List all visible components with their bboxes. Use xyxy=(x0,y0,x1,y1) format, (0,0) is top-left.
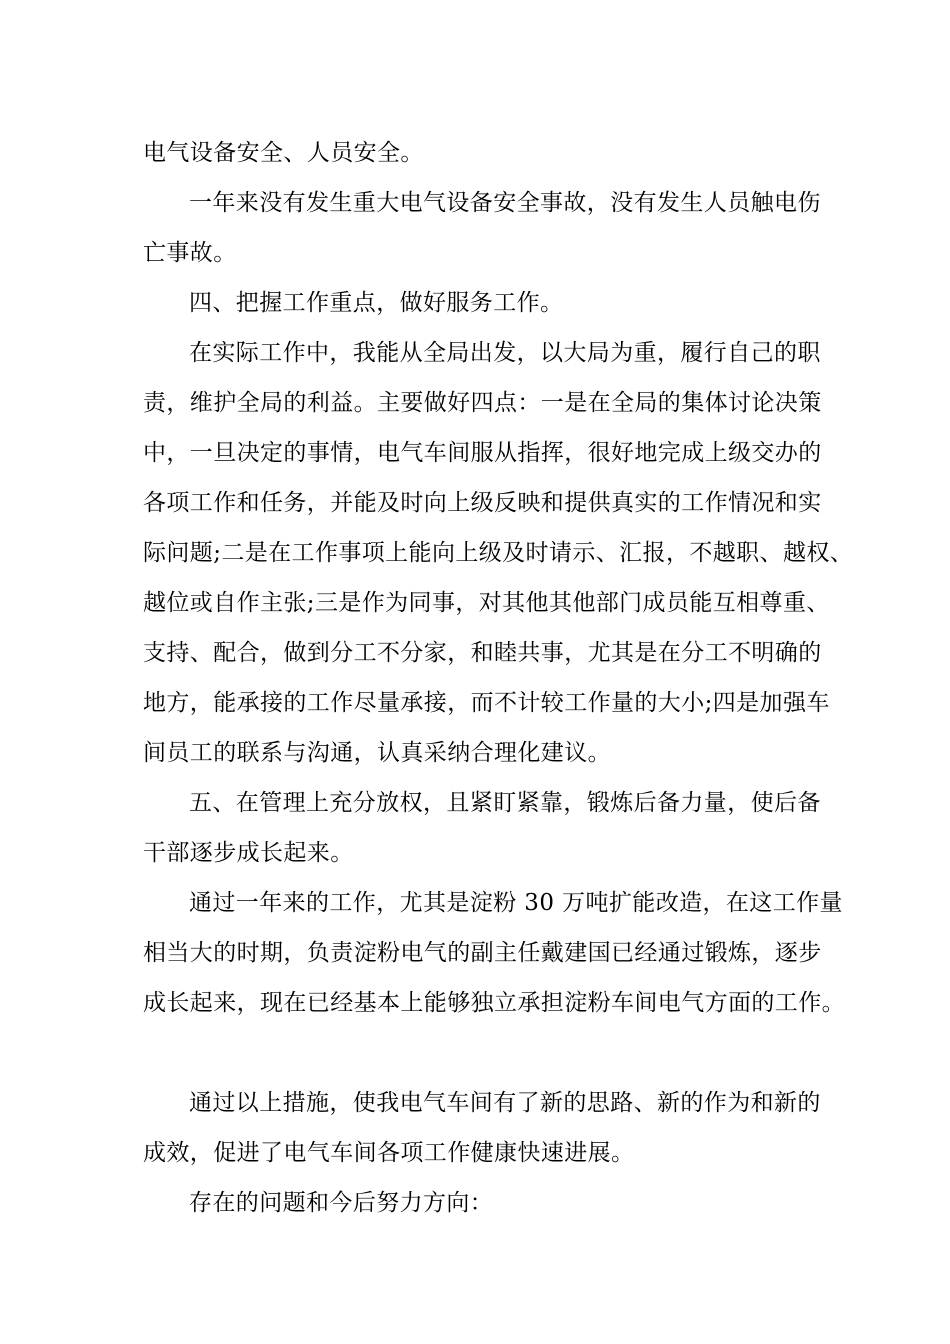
text-line: 电气设备安全、人员安全。 xyxy=(143,140,424,166)
text-line: 中，一旦决定的事情，电气车间服从指挥，很好地完成上级交办的 xyxy=(143,440,822,466)
text-line: 存在的问题和今后努力方向： xyxy=(189,1190,494,1216)
text-line: 干部逐步成长起来。 xyxy=(143,840,354,866)
section-heading: 五、在管理上充分放权，且紧盯紧靠，锻炼后备力量，使后备 xyxy=(189,790,821,816)
text-line: 各项工作和任务，并能及时向上级反映和提供真实的工作情况和实 xyxy=(143,490,822,516)
text-line: 成效，促进了电气车间各项工作健康快速进展。 xyxy=(143,1140,635,1166)
section-heading: 四、把握工作重点，做好服务工作。 xyxy=(189,290,564,316)
text-line: 际问题;二是在工作事项上能向上级及时请示、汇报，不越职、越权、 xyxy=(143,540,854,566)
text-line: 通过一年来的工作，尤其是淀粉 30 万吨扩能改造，在这工作量 xyxy=(189,890,843,916)
text-line: 支持、配合，做到分工不分家，和睦共事，尤其是在分工不明确的 xyxy=(143,640,822,666)
document-body xyxy=(143,128,854,1228)
text-line: 在实际工作中，我能从全局出发，以大局为重，履行自己的职 xyxy=(189,340,821,366)
paragraph-gap xyxy=(143,1028,823,1078)
text-line: 越位或自作主张;三是作为同事，对其他其他部门成员能互相尊重、 xyxy=(143,590,830,616)
text-line: 一年来没有发生重大电气设备安全事故，没有发生人员触电伤 xyxy=(189,190,821,216)
text-line: 成长起来，现在已经基本上能够独立承担淀粉车间电气方面的工作。 xyxy=(143,990,845,1016)
text-line: 通过以上措施，使我电气车间有了新的思路、新的作为和新的 xyxy=(189,1090,821,1116)
text-line: 责，维护全局的利益。主要做好四点：一是在全局的集体讨论决策 xyxy=(143,390,822,416)
text-line: 相当大的时期，负责淀粉电气的副主任戴建国已经通过锻炼，逐步 xyxy=(143,940,822,966)
text-line: 间员工的联系与沟通，认真采纳合理化建议。 xyxy=(143,740,611,766)
text-line: 亡事故。 xyxy=(143,240,237,266)
text-line: 地方，能承接的工作尽量承接，而不计较工作量的大小;四是加强车 xyxy=(143,690,830,716)
